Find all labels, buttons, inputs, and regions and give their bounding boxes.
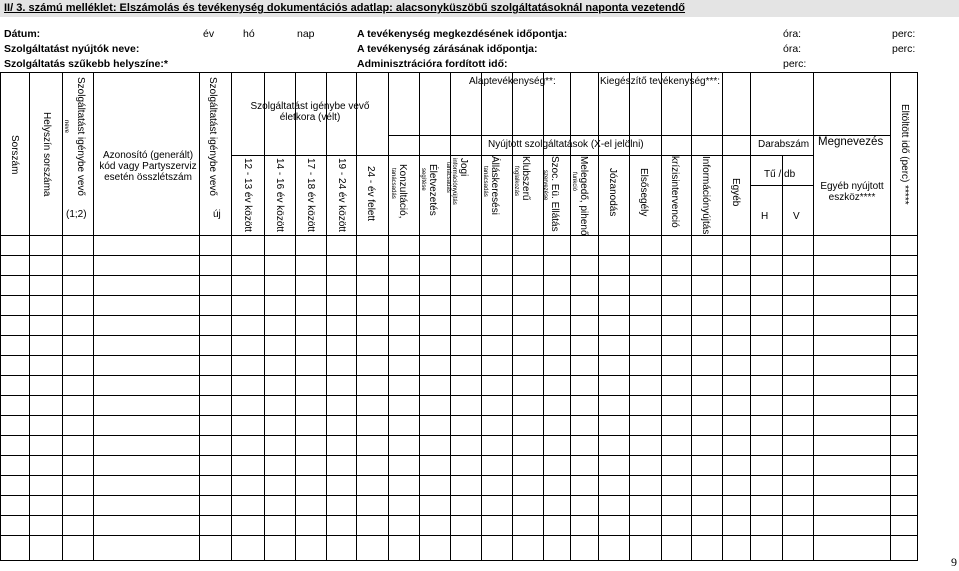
- col-igenybe-nev: Szolgáltatást igénybe vevő: [75, 77, 86, 196]
- form-title: II/ 3. számú melléklet: Elszámolás és tevékenység dokumentációs adatlap: alacsonyküszöbű szolgáltatásoknál naponta vezetendő: [0, 0, 959, 17]
- year-label: év: [203, 28, 215, 40]
- col-konzultacio-small: tanácsadás: [390, 168, 396, 199]
- col-jogi-small: információnyújtás: [451, 158, 457, 205]
- col-age-17-18: 17 - 18 év között: [305, 158, 316, 232]
- col-alap: Alaptevékenység**:: [469, 76, 556, 87]
- col-eletvezetes: Életvezetés: [427, 164, 438, 216]
- col-azonosito: Azonosító (generált) kód vagy Partyszerviz esetén összlétszám: [99, 150, 197, 183]
- col-uj: új: [213, 209, 221, 220]
- minute-label: perc:: [892, 28, 916, 40]
- col-igenybe-code: (1;2): [66, 209, 87, 220]
- col-szoc-eu: Szoc. Eü. Ellátás: [549, 156, 560, 232]
- col-v: V: [793, 211, 800, 222]
- col-egyeb: Egyéb: [730, 178, 741, 207]
- col-megnevezes: Megnevezés: [818, 136, 884, 148]
- col-age-24-plus: 24 - év felett: [365, 166, 376, 222]
- col-nyujtott: Nyújtott szolgáltatások (X-el jelölni): [488, 139, 644, 150]
- col-allaskeresesi-small: tanácsadás: [482, 166, 488, 197]
- month-label: hó: [243, 28, 255, 40]
- minute-label: perc:: [783, 58, 807, 70]
- col-age-19-24: 19 - 24 év között: [336, 158, 347, 232]
- col-jogi: Jogi: [458, 158, 469, 177]
- col-darabszam: Darabszám: [758, 139, 810, 150]
- col-informacionyujtas: Információnyújtás: [700, 156, 711, 235]
- col-melegedo: Melegedő, pihenő: [578, 156, 589, 236]
- admin-time-label: Adminisztrációra fordított idő:: [357, 58, 508, 70]
- col-eletvezetes-small: segítése: [420, 168, 426, 191]
- col-eletkor: Szolgáltatást igénybe vevő életkora (vélt): [250, 101, 370, 123]
- col-helyszin: Helyszín sorszáma: [41, 112, 52, 197]
- col-jozanodas: Józanodás: [607, 168, 618, 217]
- start-time-label: A tevékenység megkezdésének időpontja:: [357, 28, 568, 40]
- col-jogi-small2: tanácsadás: [445, 162, 451, 193]
- col-szoc-eu-small: szervezése: [542, 170, 548, 201]
- col-h: H: [761, 211, 769, 222]
- col-igenybe-uj: Szolgáltatást igénybe vevő: [207, 77, 218, 196]
- col-klubszeru: Klubszerű: [520, 156, 531, 201]
- site-label: Szolgáltatás szűkebb helyszíne:*: [4, 58, 168, 70]
- col-konzultacio: Konzultáció,: [397, 164, 408, 219]
- col-tu: Tű / db: [764, 169, 796, 180]
- col-igenybe-nev-small: neve: [63, 120, 69, 134]
- col-allaskeresesi: Álláskeresési: [489, 156, 500, 215]
- col-sorszam: Sorszám: [9, 135, 20, 175]
- col-age-12-13: 12 - 13 év között: [242, 158, 253, 232]
- date-label: Dátum:: [4, 28, 41, 40]
- col-krizisintervencio: krízisintervenció: [669, 156, 680, 228]
- col-kieg: Kiegészítő tevékenység***:: [600, 76, 721, 87]
- page-number: 9: [951, 555, 957, 569]
- end-time-label: A tevékenység zárásának időpontja:: [357, 43, 538, 55]
- providers-label: Szolgáltatást nyújtók neve:: [4, 43, 140, 55]
- col-eltoltott: Eltöltött idő (perc) *****: [899, 104, 910, 205]
- col-klubszeru-small: foglalkozás: [513, 166, 519, 197]
- col-elsosegely: Elsősegély: [638, 168, 649, 217]
- minute-label: perc:: [892, 43, 916, 55]
- day-label: nap: [297, 28, 315, 40]
- hour-label: óra:: [783, 43, 802, 55]
- hour-label: óra:: [783, 28, 802, 40]
- col-age-14-16: 14 - 16 év között: [274, 158, 285, 232]
- col-melegedo-small: funkció: [571, 172, 577, 192]
- col-egyeb-eszkoz: Egyéb nyújtott eszköz****: [820, 181, 884, 203]
